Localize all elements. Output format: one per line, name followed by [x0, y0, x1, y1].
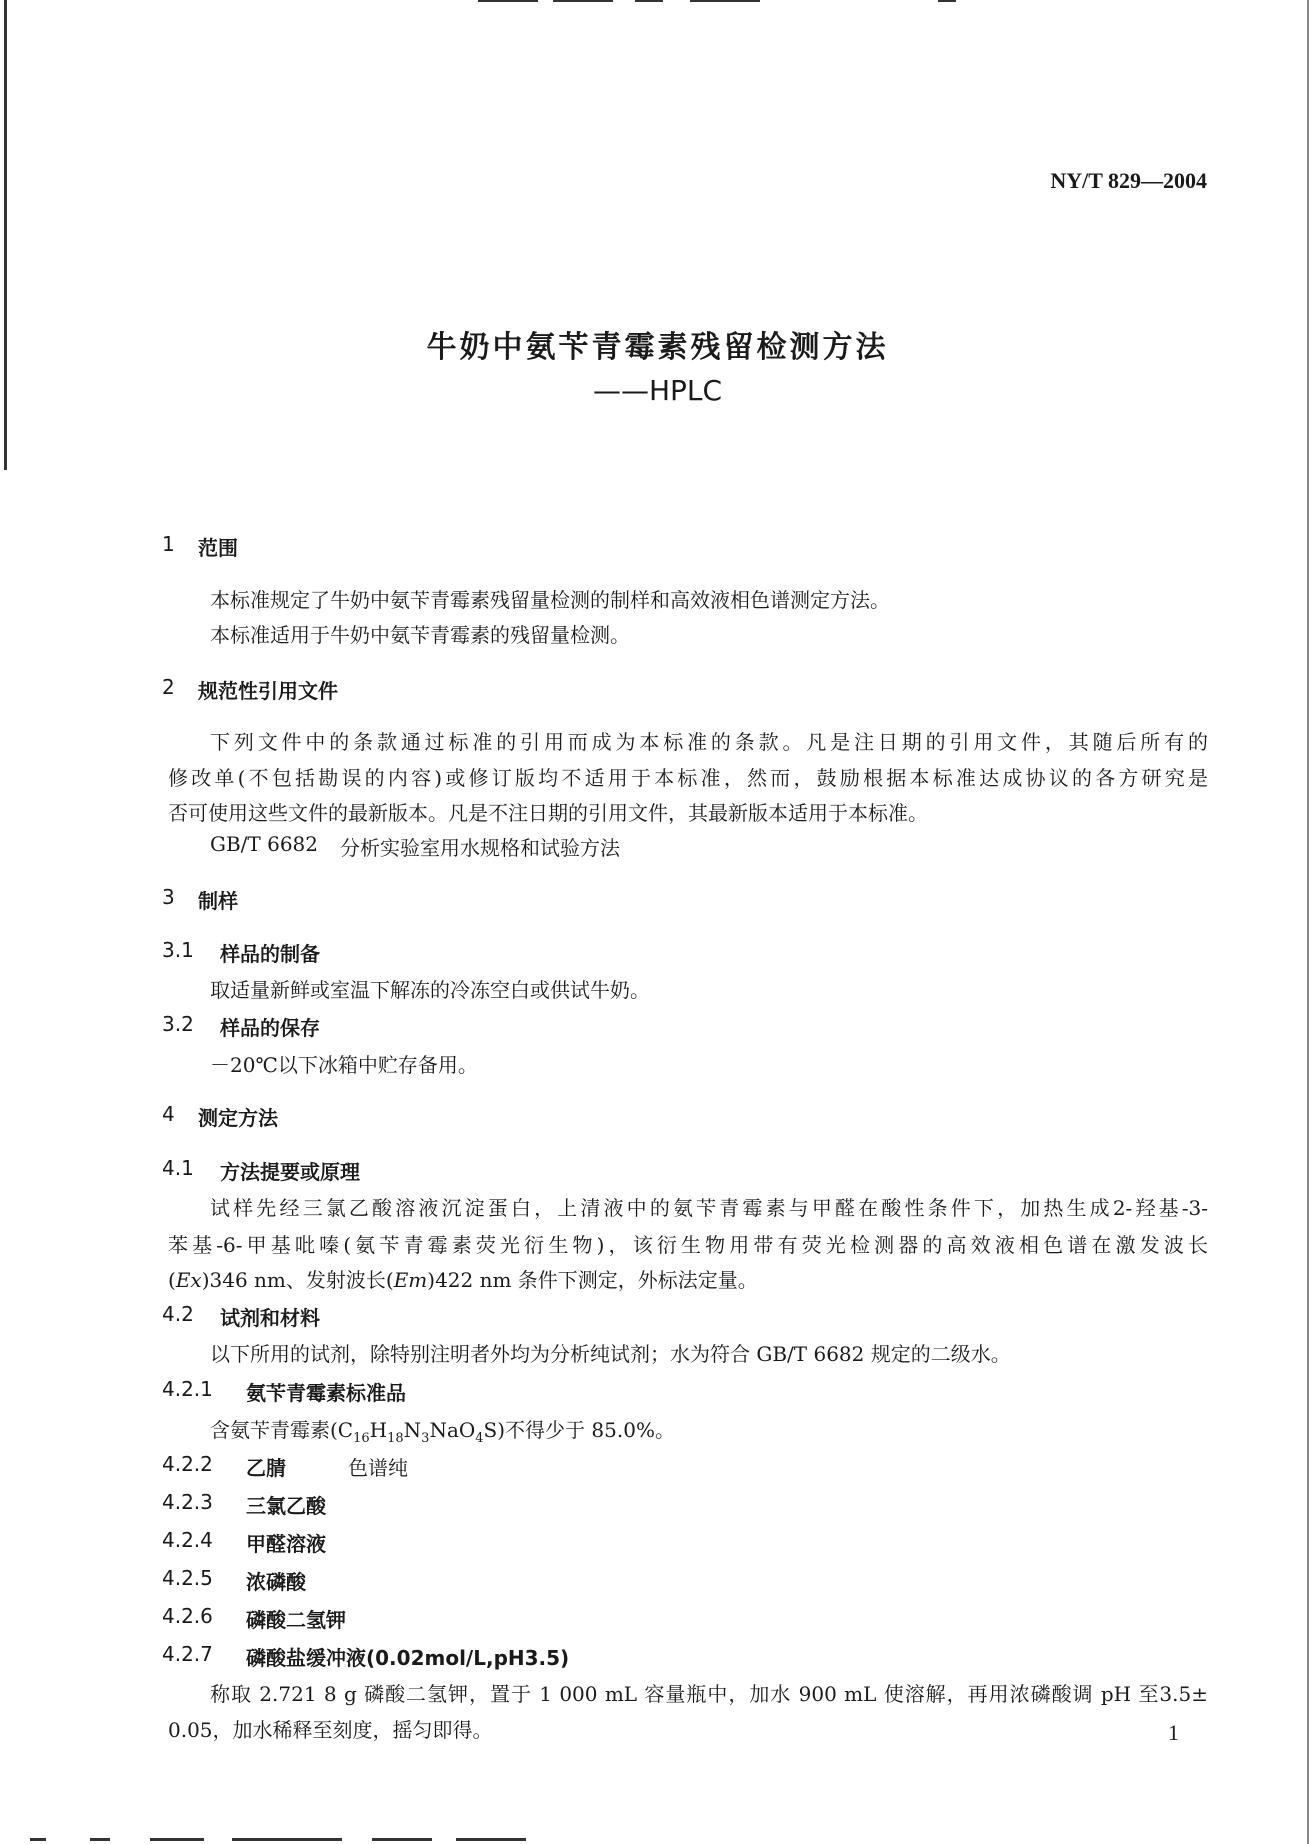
subsection-number: 4.2: [162, 1302, 194, 1326]
standard-code: NY/T 829—2004: [1050, 168, 1207, 193]
scan-mark-top-4: [690, 0, 760, 2]
clause-number: 4.2.4: [162, 1528, 213, 1552]
subsection-heading: 方法提要或原理: [220, 1160, 360, 1184]
subsection-number: 4.1: [162, 1156, 194, 1180]
scan-mark-bottom-6: [456, 1838, 526, 1841]
clause-heading: 氨苄青霉素标准品: [246, 1381, 406, 1405]
scan-edge-right: [1307, 0, 1309, 1844]
subsection-heading: 样品的保存: [220, 1016, 320, 1040]
scan-mark-bottom-5: [372, 1838, 432, 1841]
paragraph-line: 否可使用这些文件的最新版本。凡是不注日期的引用文件，其最新版本适用于本标准。: [168, 801, 928, 825]
clause-number: 4.2.3: [162, 1490, 213, 1514]
scan-mark-bottom-3: [150, 1838, 204, 1841]
document-title: 牛奶中氨苄青霉素残留检测方法: [426, 330, 889, 365]
clause-heading: 浓磷酸: [246, 1570, 306, 1594]
paragraph: 以下所用的试剂，除特别注明者外均为分析纯试剂；水为符合 GB/T 6682 规定的二级水。: [210, 1342, 1011, 1366]
section-heading: 范围: [198, 536, 238, 560]
clause-number: 4.2.2: [162, 1452, 213, 1476]
normative-reference-code: GB/T 6682: [210, 832, 319, 856]
subsection-heading: 试剂和材料: [220, 1306, 320, 1330]
clause-heading: 三氯乙酸: [246, 1494, 326, 1518]
paragraph-line: 0.05，加水稀释至刻度，摇匀即得。: [168, 1718, 493, 1742]
scan-mark-bottom-1: [30, 1838, 46, 1841]
page-number: 1: [1168, 1720, 1179, 1745]
clause-number: 4.2.6: [162, 1604, 213, 1628]
clause-heading: 磷酸二氢钾: [246, 1608, 346, 1632]
section-number: 3: [162, 885, 175, 909]
clause-note: 色谱纯: [348, 1456, 408, 1480]
clause-heading: 乙腈: [246, 1456, 286, 1480]
paragraph-line: 称取 2.721 8 g 磷酸二氢钾，置于 1 000 mL 容量瓶中，加水 900 mL 使溶解，再用浓磷酸调 pH 至3.5±: [210, 1682, 1208, 1706]
scan-mark-top-5: [938, 0, 956, 2]
scan-mark-top-3: [635, 0, 663, 2]
paragraph: －20℃以下冰箱中贮存备用。: [210, 1053, 478, 1077]
section-heading: 制样: [198, 889, 238, 913]
clause-number: 4.2.1: [162, 1377, 213, 1401]
section-number: 4: [162, 1102, 175, 1126]
clause-number: 4.2.5: [162, 1566, 213, 1590]
paragraph-line: 苯基-6-甲基吡嗪(氨苄青霉素荧光衍生物)，该衍生物用带有荧光检测器的高效液相色谱在激发波长: [168, 1233, 1208, 1257]
formula-text: 含氨苄青霉素$(C_{16}H_{18}N_3NaO_4S)$不得少于 85.0%。: [210, 1418, 675, 1446]
normative-reference-name: 分析实验室用水规格和试验方法: [340, 836, 620, 860]
paragraph-line: (Ex)346 nm、发射波长(Em)422 nm 条件下测定，外标法定量。: [168, 1268, 758, 1292]
subsection-number: 3.1: [162, 938, 194, 962]
subsection-number: 3.2: [162, 1012, 194, 1036]
paragraph: 取适量新鲜或室温下解冻的冷冻空白或供试牛奶。: [210, 978, 650, 1002]
scan-mark-top-1: [478, 0, 538, 2]
scan-mark-bottom-2: [90, 1838, 110, 1841]
paragraph-line: 下列文件中的条款通过标准的引用而成为本标准的条款。凡是注日期的引用文件，其随后所有的: [210, 730, 1208, 754]
paragraph: 本标准规定了牛奶中氨苄青霉素残留量检测的制样和高效液相色谱测定方法。: [210, 588, 890, 612]
section-number: 1: [162, 532, 175, 556]
subsection-heading: 样品的制备: [220, 942, 320, 966]
clause-number: 4.2.7: [162, 1642, 213, 1666]
scan-mark-top-2: [553, 0, 613, 2]
paragraph: 本标准适用于牛奶中氨苄青霉素的残留量检测。: [210, 623, 630, 647]
section-number: 2: [162, 675, 175, 699]
clause-heading: 甲醛溶液: [246, 1532, 326, 1556]
paragraph-line: 修改单(不包括勘误的内容)或修订版均不适用于本标准，然而，鼓励根据本标准达成协议的各方研究是: [168, 766, 1208, 790]
section-heading: 测定方法: [198, 1106, 278, 1130]
document-subtitle: ——HPLC: [592, 374, 723, 407]
scan-mark-bottom-4: [232, 1838, 342, 1841]
paragraph-line: 试样先经三氯乙酸溶液沉淀蛋白，上清液中的氨苄青霉素与甲醛在酸性条件下，加热生成2-羟基-3-: [210, 1196, 1208, 1220]
clause-heading: 磷酸盐缓冲液(0.02mol/L,pH3.5): [246, 1646, 570, 1670]
section-heading: 规范性引用文件: [198, 679, 338, 703]
